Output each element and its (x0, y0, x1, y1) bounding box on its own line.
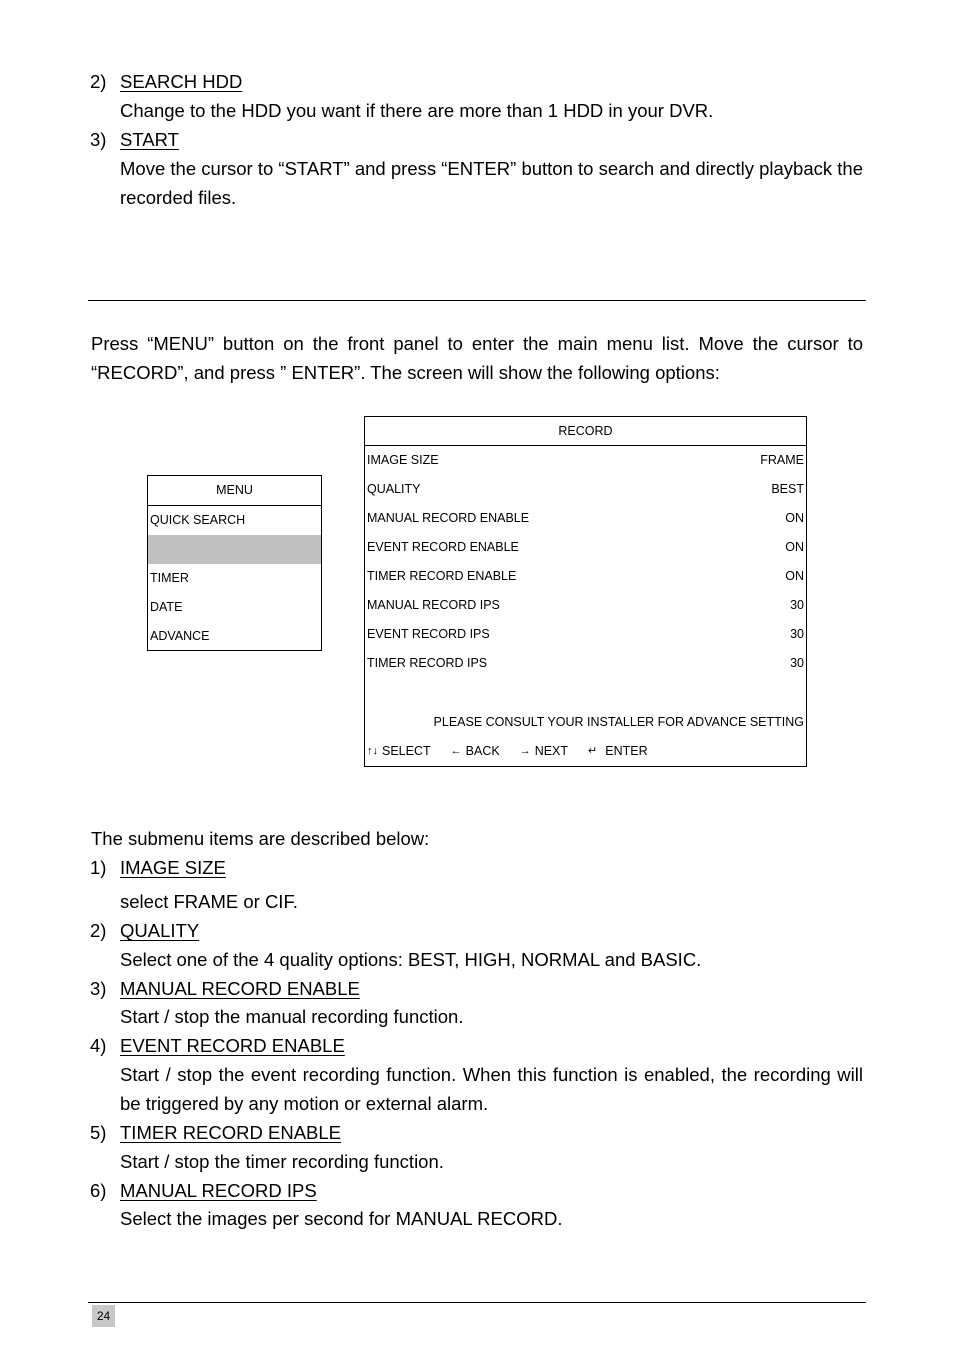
item-desc-manual-record-enable: Start / stop the manual recording function. (120, 1006, 464, 1027)
item-desc-start: Move the cursor to “START” and press “ENTER” button to search and directly playback the recorded files. (120, 158, 863, 208)
record-row-label: QUALITY (367, 482, 421, 496)
item-title-start: START (120, 129, 179, 150)
enter-icon: ↵ (588, 745, 598, 757)
left-arrow-icon: ← (450, 745, 462, 757)
item-desc-event-record-enable: Start / stop the event recording function. When this function is enabled, the recording will be triggered by any motion or external alarm. (120, 1064, 863, 1114)
item-desc-image-size: select FRAME or CIF. (120, 891, 298, 912)
footer-divider (88, 1302, 866, 1303)
submenu-intro: The submenu items are described below: (91, 828, 430, 849)
item-desc-quality: Select one of the 4 quality options: BEST, HIGH, NORMAL and BASIC. (120, 949, 702, 970)
item-title-search-hdd: SEARCH HDD (120, 71, 243, 92)
record-row-timer-record-enable[interactable] (365, 562, 806, 591)
legend-next-label: NEXT (534, 744, 569, 758)
page-number: 24 (92, 1305, 115, 1327)
record-row-manual-record-ips[interactable] (365, 591, 806, 620)
item-title-image-size: IMAGE SIZE (120, 857, 226, 878)
record-row-label: MANUAL RECORD IPS (367, 598, 500, 612)
record-row-quality[interactable] (365, 475, 806, 504)
record-row-value: ON (785, 511, 804, 525)
installer-note: PLEASE CONSULT YOUR INSTALLER FOR ADVANCE SETTING (433, 715, 804, 729)
record-row-timer-record-ips[interactable] (365, 649, 806, 678)
record-row-value: 30 (790, 598, 804, 612)
legend-back-label: BACK (465, 744, 500, 758)
item-title-manual-record-enable: MANUAL RECORD ENABLE (120, 978, 360, 999)
menu-title: MENU (148, 476, 321, 506)
menu-item-quick-search[interactable]: QUICK SEARCH (150, 513, 246, 527)
list-number: 1) (90, 857, 107, 878)
record-menu-panel (364, 416, 807, 767)
record-row-value: FRAME (760, 453, 804, 467)
menu-item-date[interactable]: DATE (150, 600, 183, 614)
menu-item-timer[interactable]: TIMER (150, 571, 189, 585)
list-number: 2) (90, 71, 107, 92)
record-row-value: ON (785, 540, 804, 554)
menu-item-advance[interactable]: ADVANCE (150, 629, 210, 643)
right-arrow-icon: → (519, 745, 531, 757)
item-desc-search-hdd: Change to the HDD you want if there are more than 1 HDD in your DVR. (120, 100, 714, 121)
main-menu-panel (147, 475, 322, 651)
item-desc-timer-record-enable: Start / stop the timer recording function. (120, 1151, 444, 1172)
list-number: 4) (90, 1035, 107, 1056)
item-title-quality: QUALITY (120, 920, 200, 941)
list-number: 6) (90, 1180, 107, 1201)
up-down-arrows-icon: ↑↓ (367, 745, 378, 757)
record-title: RECORD (365, 417, 806, 446)
record-row-event-record-ips[interactable] (365, 620, 806, 649)
legend-select-label: SELECT (382, 744, 431, 758)
record-row-value: 30 (790, 627, 804, 641)
record-row-manual-record-enable[interactable] (365, 504, 806, 533)
record-row-label: EVENT RECORD ENABLE (367, 540, 519, 554)
intro-paragraph: Press “MENU” button on the front panel to enter the main menu list. Move the cursor to “RECORD”, and press ” ENTER”. The screen will show the following options: (91, 333, 863, 383)
menu-item-record-selected[interactable] (148, 535, 321, 564)
record-row-label: EVENT RECORD IPS (367, 627, 490, 641)
list-number: 5) (90, 1122, 107, 1143)
item-desc-manual-record-ips: Select the images per second for MANUAL RECORD. (120, 1208, 563, 1229)
item-title-timer-record-enable: TIMER RECORD ENABLE (120, 1122, 342, 1143)
record-row-label: MANUAL RECORD ENABLE (367, 511, 530, 525)
item-title-event-record-enable: EVENT RECORD ENABLE (120, 1035, 345, 1056)
key-legend (367, 737, 648, 766)
list-number: 3) (90, 978, 107, 999)
record-row-event-record-enable[interactable] (365, 533, 806, 562)
record-row-value: 30 (790, 656, 804, 670)
record-row-label: IMAGE SIZE (367, 453, 439, 467)
record-row-image-size[interactable] (365, 446, 806, 475)
list-number: 3) (90, 129, 107, 150)
section-divider (88, 300, 866, 301)
record-row-value: BEST (771, 482, 804, 496)
record-row-label: TIMER RECORD IPS (367, 656, 488, 670)
record-row-label: TIMER RECORD ENABLE (367, 569, 517, 583)
list-number: 2) (90, 920, 107, 941)
record-row-value: ON (785, 569, 804, 583)
item-title-manual-record-ips: MANUAL RECORD IPS (120, 1180, 317, 1201)
legend-enter-label: ENTER (605, 744, 648, 758)
